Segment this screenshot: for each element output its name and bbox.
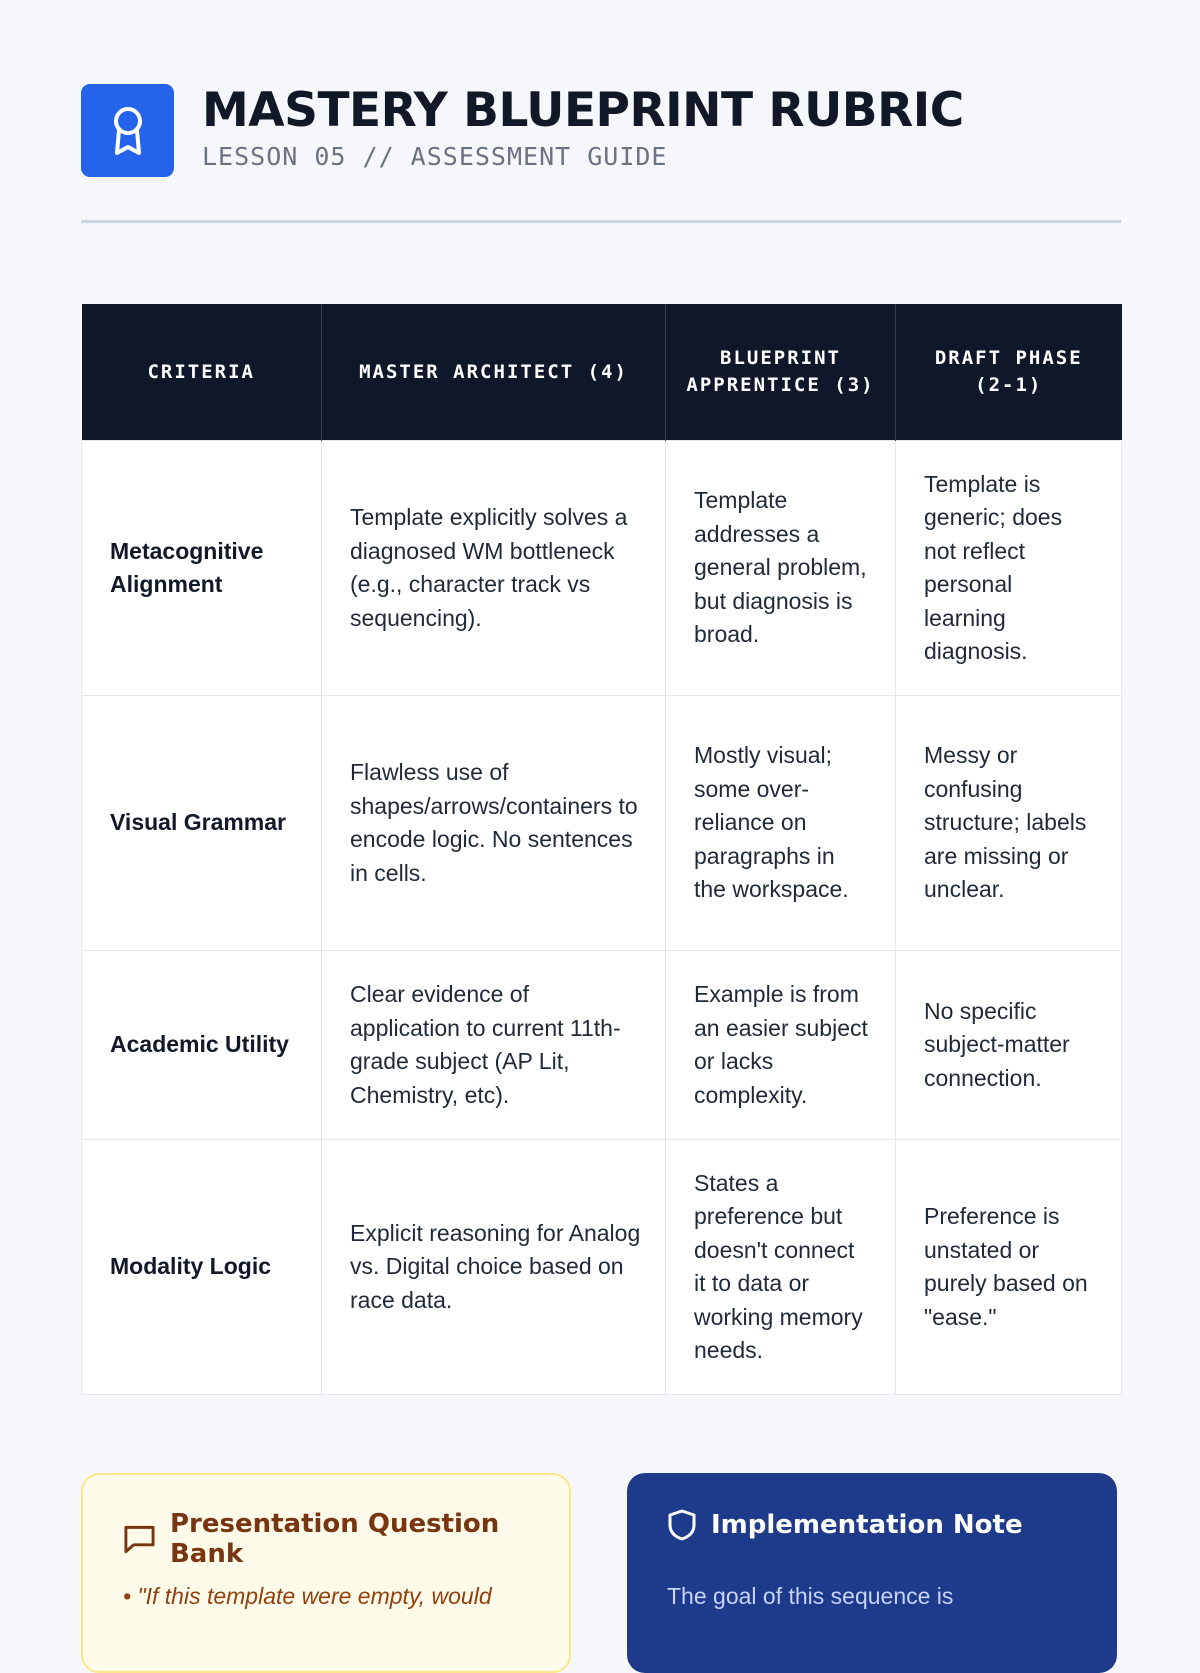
master-cell: Flawless use of shapes/arrows/containers to encode logic. No sentences in cells.	[322, 696, 666, 951]
question-bank-item: • "If this template were empty, would	[123, 1583, 492, 1609]
apprentice-cell: States a preference but doesn't connect it to data or working memory needs.	[666, 1140, 896, 1395]
apprentice-cell: Example is from an easier subject or lacks complexity.	[666, 951, 896, 1140]
criteria-cell: Visual Grammar	[82, 696, 322, 951]
page-subtitle: LESSON 05 // ASSESSMENT GUIDE	[202, 142, 668, 171]
master-cell: Explicit reasoning for Analog vs. Digital choice based on race data.	[322, 1140, 666, 1395]
criteria-cell: Modality Logic	[82, 1140, 322, 1395]
message-square-icon	[123, 1523, 156, 1555]
column-header-draft: DRAFT PHASE (2-1)	[896, 304, 1122, 441]
master-cell: Clear evidence of application to current 11th-grade subject (AP Lit, Chemistry, etc).	[322, 951, 666, 1140]
implementation-note-title: Implementation Note	[711, 1510, 1023, 1540]
draft-cell: No specific subject-matter connection.	[896, 951, 1122, 1140]
table-row	[82, 951, 1122, 1140]
apprentice-cell: Template addresses a general problem, but diagnosis is broad.	[666, 441, 896, 696]
table-row	[82, 1140, 1122, 1395]
question-bank-card	[81, 1473, 571, 1673]
header-divider	[81, 220, 1121, 223]
implementation-note-card	[627, 1473, 1117, 1673]
draft-cell: Template is generic; does not reflect personal learning diagnosis.	[896, 441, 1122, 696]
rubric-table	[81, 304, 1122, 1395]
shield-icon	[667, 1509, 697, 1541]
table-row	[82, 441, 1122, 696]
question-bank-heading	[123, 1509, 569, 1569]
question-bank-title: Presentation Question Bank	[169, 1509, 500, 1569]
criteria-cell: Academic Utility	[82, 951, 322, 1140]
page-header	[81, 84, 964, 177]
apprentice-cell: Mostly visual; some over-reliance on paragraphs in the workspace.	[666, 696, 896, 951]
implementation-note-heading	[667, 1509, 1023, 1541]
table-header-row	[82, 304, 1122, 441]
column-header-apprentice: BLUEPRINT APPRENTICE (3)	[666, 304, 896, 441]
column-header-master: MASTER ARCHITECT (4)	[322, 304, 666, 441]
column-header-criteria: CRITERIA	[82, 304, 322, 441]
table-row	[82, 696, 1122, 951]
implementation-note-text: The goal of this sequence is	[667, 1583, 954, 1609]
award-ribbon-icon	[81, 84, 174, 177]
master-cell: Template explicitly solves a diagnosed WM bottleneck (e.g., character track vs sequencing).	[322, 441, 666, 696]
criteria-cell: Metacognitive Alignment	[82, 441, 322, 696]
draft-cell: Messy or confusing structure; labels are missing or unclear.	[896, 696, 1122, 951]
page-title: MASTERY BLUEPRINT RUBRIC	[202, 83, 964, 138]
draft-cell: Preference is unstated or purely based on "ease."	[896, 1140, 1122, 1395]
